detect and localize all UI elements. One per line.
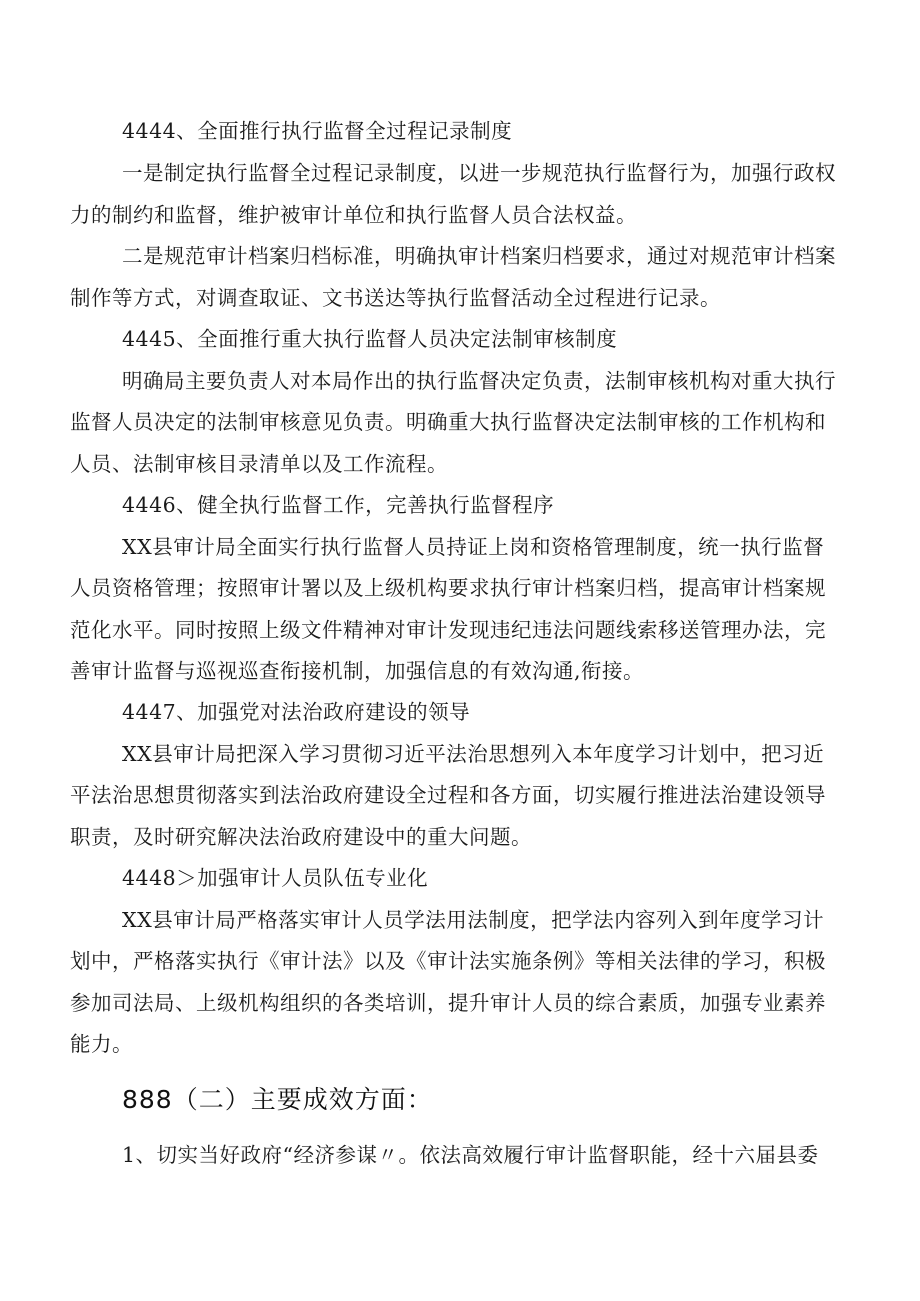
paragraph-line: 力的制约和监督，维护被审计单位和执行监督人员合法权益。: [70, 203, 637, 227]
section-heading: 4448＞加强审计人员队伍专业化: [122, 866, 429, 890]
paragraph-line: 二是规范审计档案归档标准，明确执审计档案归档要求，通过对规范审计档案: [122, 244, 836, 268]
paragraph-line: 能力。: [70, 1032, 133, 1056]
paragraph-line: 一是制定执行监督全过程记录制度，以进一步规范执行监督行为，加强行政权: [122, 161, 836, 185]
paragraph-line: 制作等方式，对调查取证、文书送达等执行监督活动全过程进行记录。: [70, 286, 721, 310]
paragraph-line: 人员、法制审核目录清单以及工作流程。: [70, 452, 448, 476]
section-heading: 4446、健全执行监督工作，完善执行监督程序: [122, 493, 555, 517]
paragraph-line: 划中，严格落实执行《审计法》以及《审计法实施条例》等相关法律的学习，积极: [70, 949, 826, 973]
paragraph-line: 职责，及时研究解决法治政府建设中的重大问题。: [70, 825, 532, 849]
section-heading: 4444、全面推行执行监督全过程记录制度: [122, 119, 513, 143]
paragraph-line: 监督人员决定的法制审核意见负责。明确重大执行监督决定法制审核的工作机构和: [70, 410, 826, 434]
paragraph-line: 人员资格管理；按照审计署以及上级机构要求执行审计档案归档，提高审计档案规: [70, 576, 826, 600]
paragraph-line: XX县审计局严格落实审计人员学法用法制度，把学法内容列入到年度学习计: [122, 908, 825, 932]
paragraph-line: 明确局主要负责人对本局作出的执行监督决定负责，法制审核机构对重大执行: [122, 369, 836, 393]
paragraph-line: 范化水平。同时按照上级文件精神对审计发现违纪违法问题线索移送管理办法，完: [70, 618, 826, 642]
major-section-heading: 888（二）主要成效方面：: [122, 1085, 433, 1114]
paragraph-line: 参加司法局、上级机构组织的各类培训，提升审计人员的综合素质，加强专业素养: [70, 991, 826, 1015]
paragraph-line: XX县审计局把深入学习贯彻习近平法治思想列入本年度学习计划中，把习近: [122, 742, 825, 766]
section-heading: 4447、加强党对法治政府建设的领导: [122, 700, 471, 724]
paragraph-line: 善审计监督与巡视巡查衔接机制，加强信息的有效沟通,衔接。: [70, 659, 645, 683]
paragraph-line: 1、切实当好政府“经济参谋〃。依法高效履行审计监督职能，经十六届县委: [122, 1143, 819, 1167]
section-heading: 4445、全面推行重大执行监督人员决定法制审核制度: [122, 327, 618, 351]
paragraph-line: 平法治思想贯彻落实到法治政府建设全过程和各方面，切实履行推进法治建设领导: [70, 783, 826, 807]
paragraph-line: XX县审计局全面实行执行监督人员持证上岗和资格管理制度，统一执行监督: [122, 535, 825, 559]
